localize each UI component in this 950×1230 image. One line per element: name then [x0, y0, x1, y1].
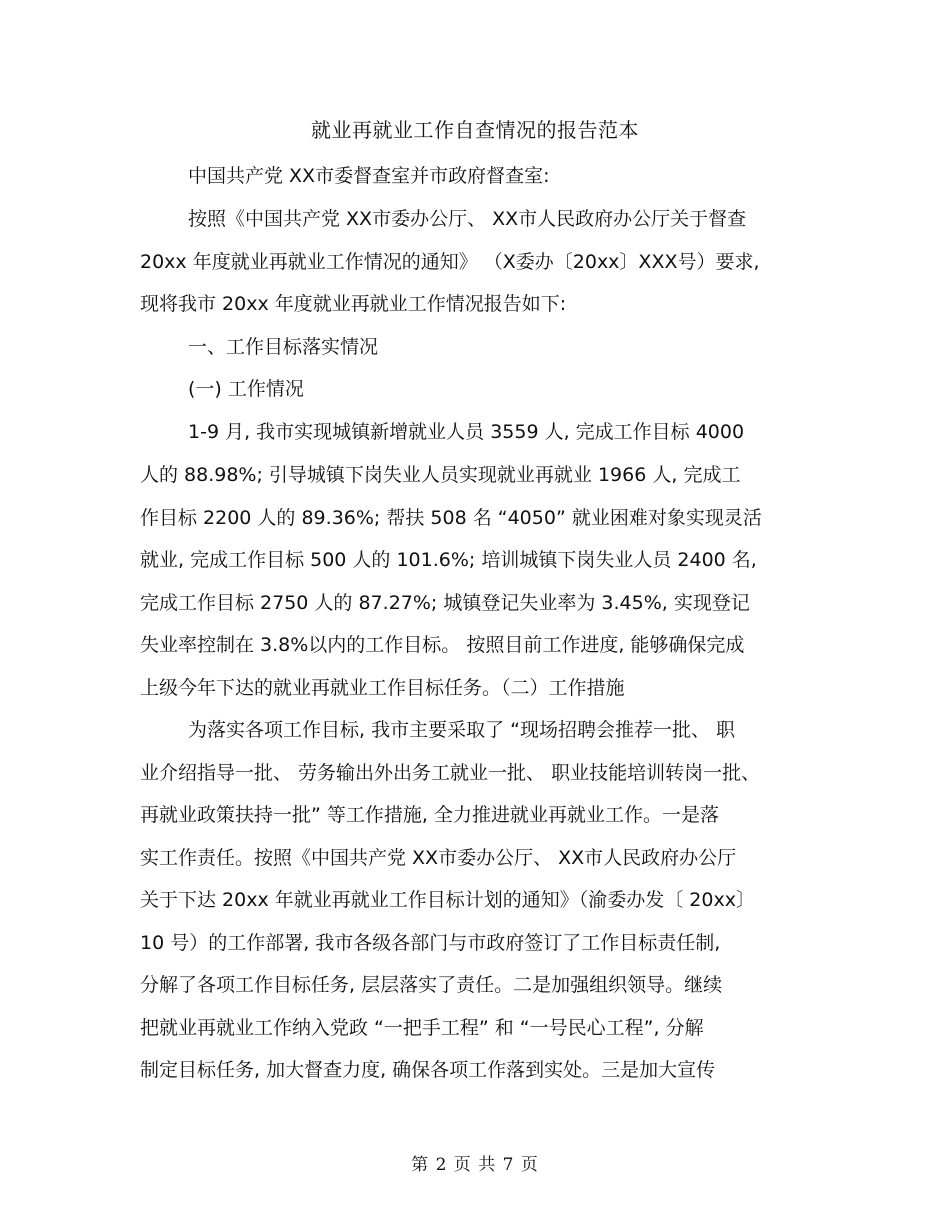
body-line: 把就业再就业工作纳入党政 “一把手工程” 和 “一号民心工程”, 分解	[140, 1017, 704, 1039]
body-line: 上级今年下达的就业再就业工作目标任务。（二）工作措施	[140, 677, 625, 699]
body-line: 关于下达 20xx 年就业再就业工作目标计划的通知》（渝委办发〔 20xx〕	[140, 889, 755, 911]
body-line: 业介绍指导一批、 劳务输出外出务工就业一批、 职业技能培训转岗一批、	[140, 762, 761, 784]
body-line: 就业, 完成工作目标 500 人的 101.6%; 培训城镇下岗失业人员 2400 名,	[140, 549, 757, 571]
page-number-footer: 第 2 页 共 7 页	[411, 1155, 539, 1175]
body-line: 20xx 年度就业再就业工作情况的通知》 （X委办〔20xx〕XXX号）要求,	[140, 251, 760, 273]
body-line: 再就业政策扶持一批” 等工作措施, 全力推进就业再就业工作。一是落	[140, 804, 719, 826]
section-heading: 一、工作目标落实情况	[188, 336, 379, 358]
body-line: 分解了各项工作目标任务, 层层落实了责任。二是加强组织领导。继续	[140, 974, 723, 996]
body-line: 按照《中国共产党 XX市委办公厅、 XX市人民政府办公厅关于督查	[188, 208, 747, 230]
body-line: 失业率控制在 3.8%以内的工作目标。 按照目前工作进度, 能够确保完成	[140, 634, 745, 656]
body-line: 人的 88.98%; 引导城镇下岗失业人员实现就业再就业 1966 人, 完成工	[140, 464, 741, 486]
body-line: 10 号）的工作部署, 我市各级各部门与市政府签订了工作目标责任制,	[140, 932, 721, 954]
document-title: 就业再就业工作自查情况的报告范本	[311, 118, 639, 142]
body-line: 完成工作目标 2750 人的 87.27%; 城镇登记失业率为 3.45%, 实现登记	[140, 592, 750, 614]
body-line: 现将我市 20xx 年度就业再就业工作情况报告如下:	[140, 293, 567, 315]
body-line: 制定目标任务, 加大督查力度, 确保各项工作落到实处。三是加大宣传	[140, 1059, 716, 1081]
body-line: 1-9 月, 我市实现城镇新增就业人员 3559 人, 完成工作目标 4000	[188, 421, 745, 443]
subsection-heading: (一) 工作情况	[188, 378, 304, 400]
body-line: 为落实各项工作目标, 我市主要采取了 “现场招聘会推荐一批、 职	[188, 719, 736, 741]
body-line: 作目标 2200 人的 89.36%; 帮扶 508 名 “4050” 就业困难对象实现灵活	[140, 507, 762, 529]
body-line: 实工作责任。按照《中国共产党 XX市委办公厅、 XX市人民政府办公厅	[140, 847, 737, 869]
salutation-line: 中国共产党 XX市委督查室并市政府督查室:	[188, 165, 550, 187]
